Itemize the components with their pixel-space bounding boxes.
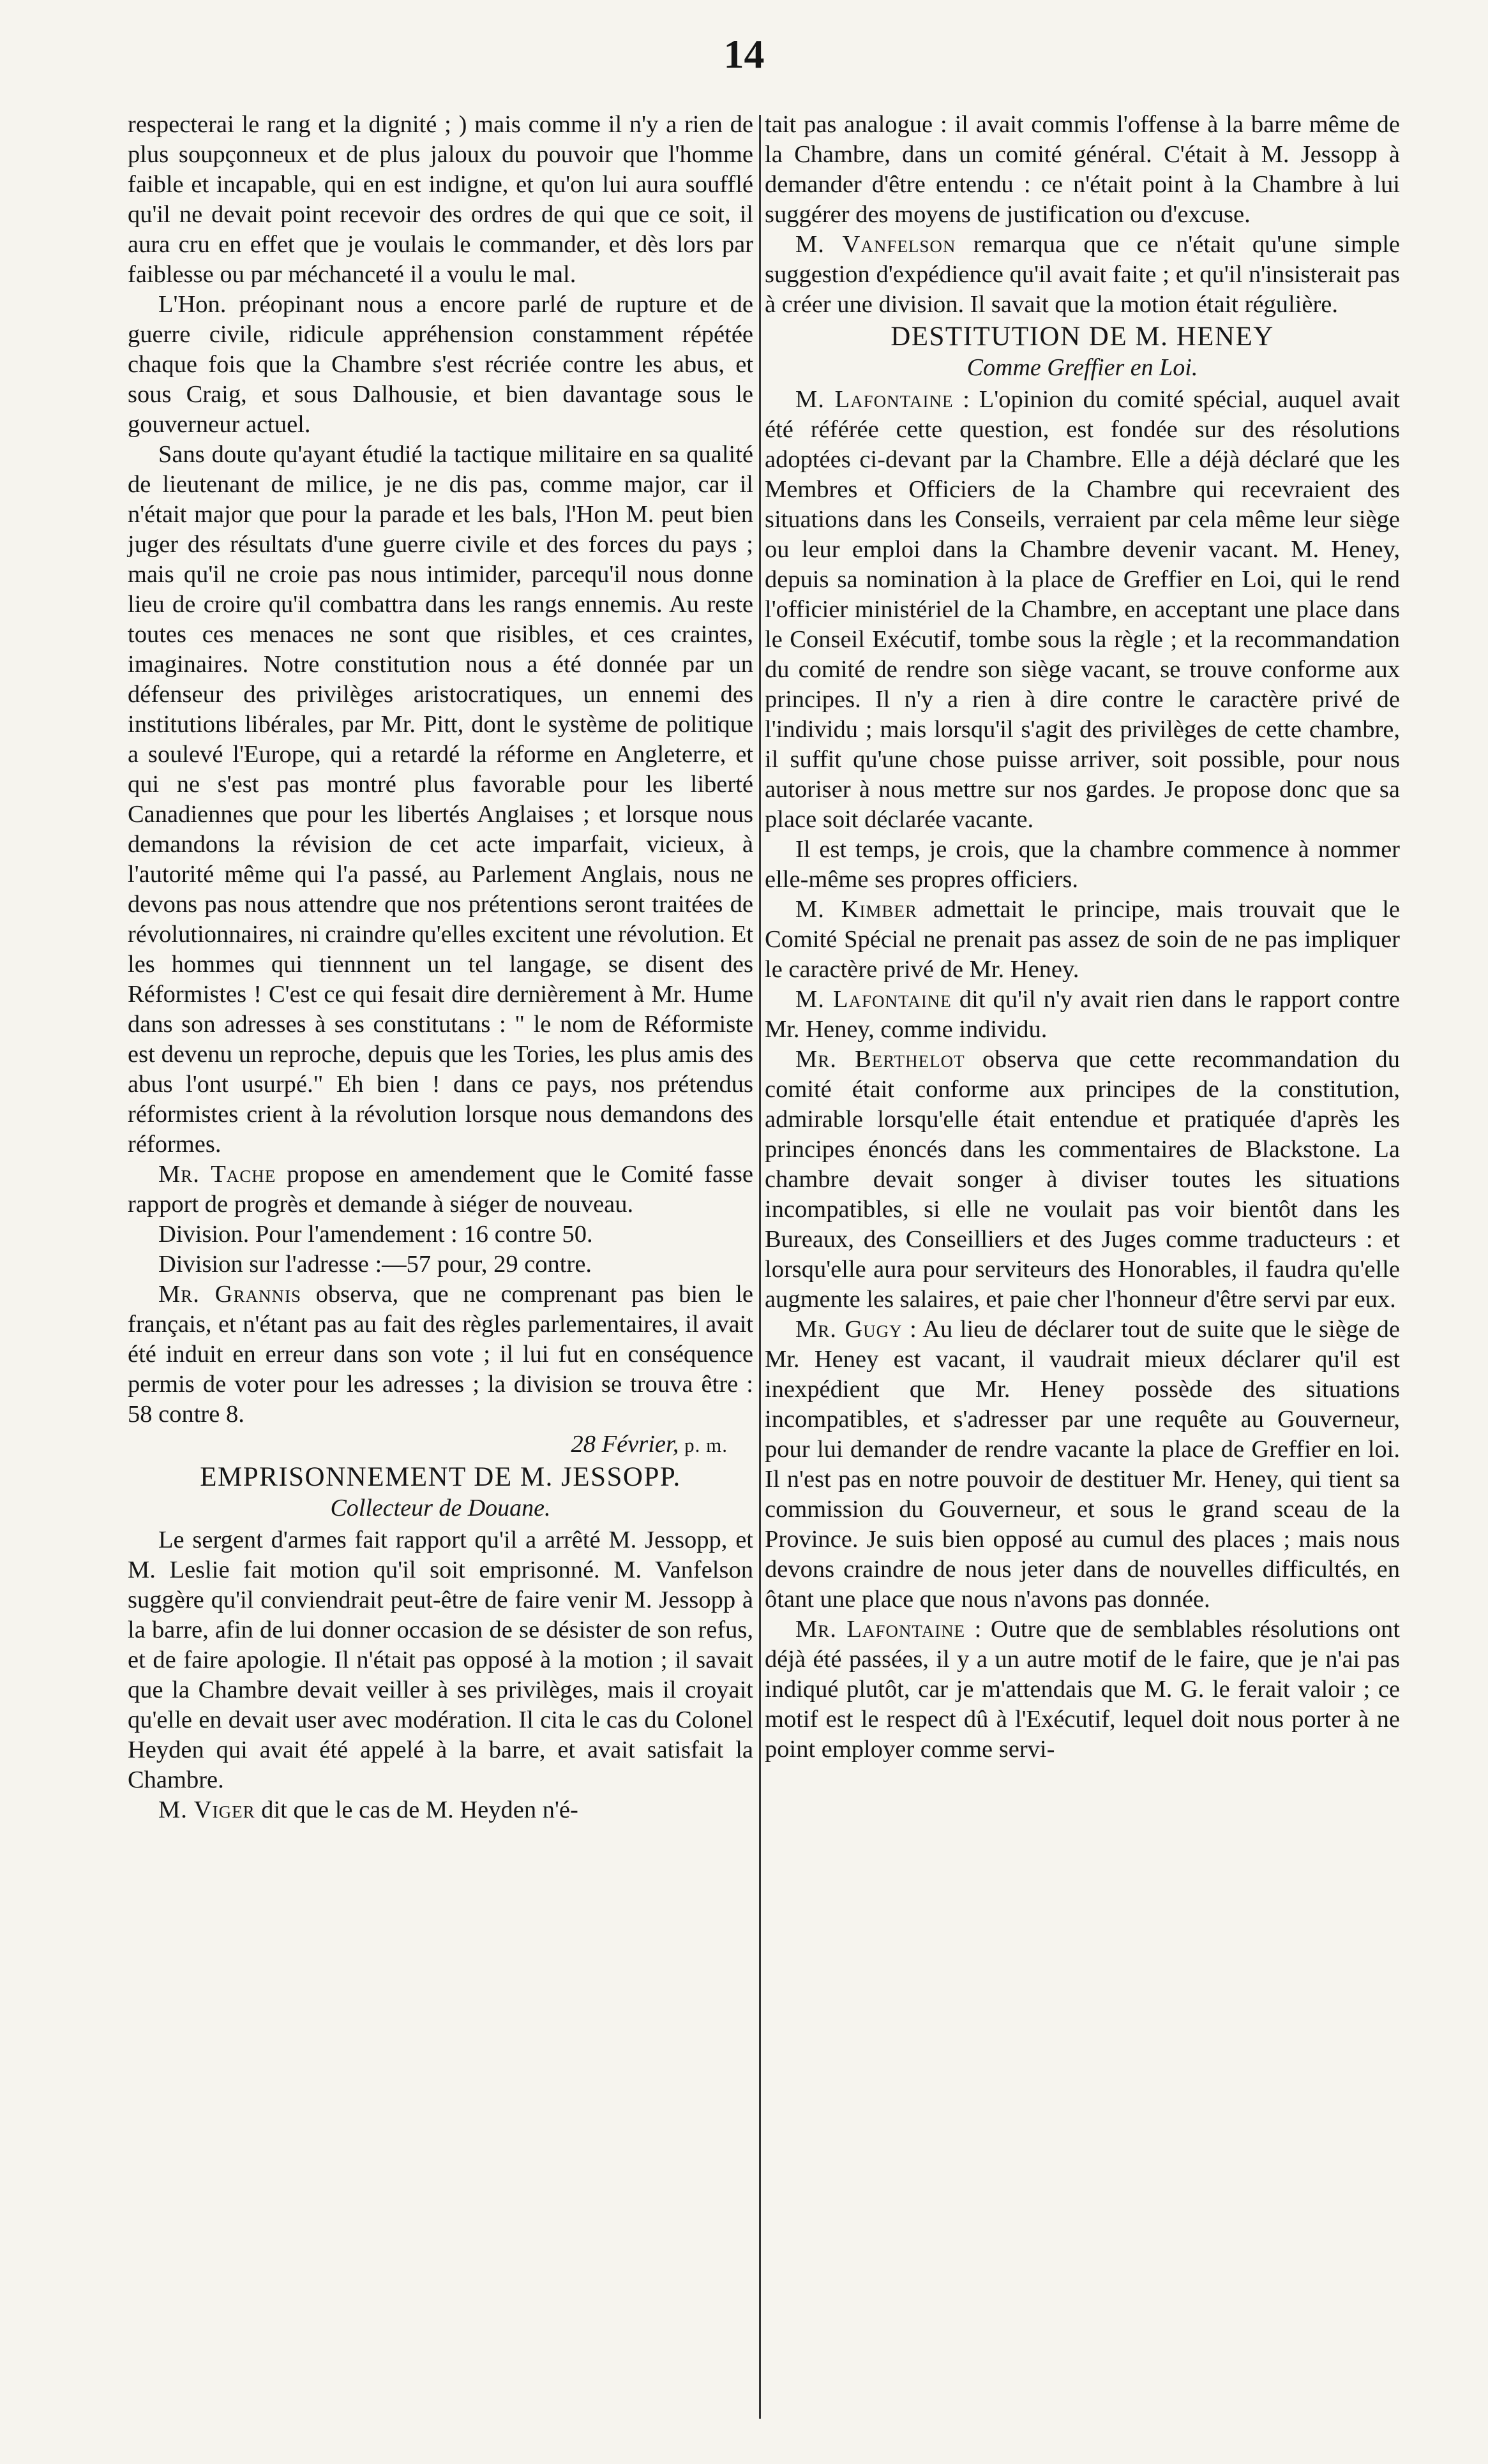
left-column [128,110,753,1825]
paragraph [128,1280,753,1430]
paragraph-text: : L'opinion du comité spécial, auquel avait été référée cette question, est fondée sur des résolutions adoptées ci-devant par la Chambre. Elle a déjà déclaré que les Membres et Officiers de la Chambre qui recevraient des situations dans les Conseils, verraient par cela même leur siège ou leur emploi dans la Chambre devenir vacant. M. Heney, depuis sa nomination à la place de Greffier en Loi, qui le rend l'officier ministériel de la Chambre, en acceptant une place dans le Conseil Exécutif, tombe sous la règle ; et la recommandation du comité de rendre son siège vacant, se trouve conforme aux principes. Il n'y a rien à dire contre le caractère privé de l'individu ; mais lorsqu'il s'agit des privilèges de cette chambre, il suffit qu'une chose puisse arriver, soit possible, pour nous autoriser à nous mettre sur nos gardes. Je propose donc que sa place soit déclarée vacante. [765,386,1400,833]
right-column [765,110,1400,1765]
section-heading: EMPRISONNEMENT DE M. JESSOPP. [200,1462,681,1492]
paragraph-text: remarqua que ce n'était qu'une simple suggestion d'expédience qu'il avait faite ; et qu'il n'insisterait pas à créer une division. Il savait que la motion était régulière. [765,231,1400,318]
paragraph [765,895,1400,985]
paragraph [765,230,1400,320]
speaker-name: Mr. Tache [158,1161,276,1188]
paragraph-text: observa, que ne comprenant pas bien le français, et n'étant pas au fait des règles parlementaires, il avait été induit en erreur dans son vote ; il lui fut en conséquence permis de voter pour les adresses ; la division se trouva être : 58 contre 8. [128,1281,753,1428]
paragraph-text: dit qu'il n'y avait rien dans le rapport contre Mr. Heney, comme individu. [765,986,1400,1043]
paragraph: L'Hon. préopinant nous a encore parlé de rupture et de guerre civile, ridicule appréhension constamment répétée chaque fois que la Chambre s'est récriée contre les abus, et sous Craig, et sous Dalhousie, et bien davantage sous le gouverneur actuel. [128,291,753,438]
page-number: 14 [723,31,765,77]
dateline [128,1430,753,1460]
section-heading: DESTITUTION DE M. HENEY [891,322,1274,352]
paragraph: respecterai le rang et la dignité ; ) mais comme il n'y a rien de plus soupçonneux et de plus jaloux du pouvoir que l'homme faible et incapable, qui en est indigne, et qu'on lui aura soufflé qu'il ne devait point recevoir des ordres de qui que ce soit, il aura cru en effet que je voulais le commander, et dès lors par faiblesse ou par méchanceté il a voulu le mal. [128,111,753,288]
dateline-date: 28 Février, [571,1431,679,1458]
paragraph-text: : Outre que de semblables résolutions ont déjà été passées, il y a un autre motif de le faire, que je n'ai pas indiqué plutôt, car je m'attendais que M. G. le ferait valoir ; ce motif est le respect dû à l'Exécutif, lequel doit nous porter à ne point employer comme servi- [765,1616,1400,1763]
paragraph [128,1795,753,1825]
speaker-name: M. Lafontaine [795,386,954,413]
paragraph: Le sergent d'armes fait rapport qu'il a arrêté M. Jessopp, et M. Leslie fait motion qu'il soit emprisonné. M. Vanfelson suggère qu'il conviendrait peut-être de faire venir M. Jessopp à la barre, afin de lui donner occasion de se désister de son refus, et de faire apologie. Il n'était pas opposé à la motion ; il savait que la Chambre devait veiller à ses privilèges, mais il croyait qu'elle en devait user avec modération. Il cita le cas du Colonel Heyden qui avait été appelé à la barre, et avait satisfait la Chambre. [128,1527,753,1793]
paragraph: Sans doute qu'ayant étudié la tactique militaire en sa qualité de lieutenant de milice, je ne dis pas, comme major, car il n'était major que pour la parade et les bals, l'Hon M. peut bien juger des résultats d'une guerre civile et des forces du pays ; mais qu'il ne croie pas nous intimider, parcequ'il nous donne lieu de croire qu'il combattra dans les rangs ennemis. Au reste toutes ces menaces ne sont que risibles, et ces craintes, imaginaires. Notre constitution nous a été donnée par un défenseur des privilèges aristocratiques, un ennemi des institutions libérales, par Mr. Pitt, dont le système de politique a soulevé l'Europe, qui a retardé la réforme en Angleterre, et qui ne s'est pas montré plus favorable pour les liberté Canadiennes que pour les libertés Anglaises ; et lorsque nous demandons la révision de cet acte imparfait, vicieux, à l'autorité même qui l'a passé, au Parlement Anglais, nous ne devons pas nous attendre que nos prétentions seront traitées de révolutionnaires, ni craindre qu'elles excitent une révolution. Et les hommes qui tiennnent un tel langage, se disent des Réformistes ! C'est ce qui fesait dire dernièrement à Mr. Hume dans son adresses à ses constitutans : " le nom de Réformiste est devenu un reproche, depuis que les Tories, les plus amis des abus l'ont usurpé." Eh bien ! dans ce pays, nos prétendus réformistes crient à la révolution lorsque nous demandons des réformes. [128,441,753,1158]
paragraph-text: admettait le principe, mais trouvait que le Comité Spécial ne prenait pas assez de soin de ne pas impliquer le caractère privé de Mr. Heney. [765,896,1400,983]
speaker-name: Mr. Grannis [158,1281,301,1308]
speaker-name: Mr. Berthelot [795,1046,965,1073]
division-result: Division sur l'adresse :—57 pour, 29 contre. [158,1251,592,1278]
dateline-time: p. m. [679,1434,728,1456]
speaker-name: Mr. Lafontaine [795,1616,966,1643]
paragraph-text: observa que cette recommandation du comité était conforme aux principes de la constitution, admirable lorsqu'elle était entendue et pratiquée d'après les principes énoncés dans les commentaires de Blackstone. La chambre devait songer à diviser toutes les situations incompatibles, si elle ne voulait pas voir bientôt dans les Bureaux, des Conseilliers et des Juges comme traducteurs : et lorsqu'elle aura pour serviteurs des Honorables, il faudra qu'elle augmente les salaires, et paie cher l'honneur d'être servi par eux. [765,1046,1400,1313]
paragraph: tait pas analogue : il avait commis l'offense à la barre même de la Chambre, dans un comité général. C'était à M. Jessopp à demander d'être entendu : ce n'était point à la Chambre à lui suggérer des moyens de justification ou d'excuse. [765,111,1400,228]
paragraph [765,985,1400,1045]
division-result: Division. Pour l'amendement : 16 contre 50. [158,1221,593,1248]
paragraph [765,385,1400,835]
paragraph-text: dit que le cas de M. Heyden n'é- [255,1796,578,1823]
speaker-name: M. Viger [158,1796,255,1823]
speaker-name: Mr. Gugy [795,1316,903,1343]
paragraph [765,1045,1400,1315]
paragraph [765,1615,1400,1765]
paragraph [128,1160,753,1220]
paragraph [765,1315,1400,1615]
paragraph: Il est temps, je crois, que la chambre commence à nommer elle-même ses propres officiers. [765,836,1400,893]
paragraph-text: propose en amendement que le Comité fasse rapport de progrès et demande à siéger de nouveau. [128,1161,753,1218]
paragraph-text: : Au lieu de déclarer tout de suite que le siège de Mr. Heney est vacant, il vaudrait mieux déclarer qu'il est inexpédient que Mr. Heney possède des situations incompatibles, et s'adresser par une requête au Gouverneur, pour lui demander de rendre vacante la place de Greffier en loi. Il n'est pas en notre pouvoir de destituer Mr. Heney, qui tient sa commission du Gouverneur, et sous le grand sceau de la Province. Je suis bien opposé au cumul des places ; mais nous devons craindre de nous jeter dans de nouvelles difficultés, en ôtant une place que nous n'avons pas donnée. [765,1316,1400,1613]
column-divider [759,115,761,2419]
speaker-name: M. Kimber [795,896,917,923]
section-subheading: Comme Greffier en Loi. [966,354,1198,381]
speaker-name: M. Lafontaine [795,986,952,1013]
speaker-name: M. Vanfelson [795,231,956,258]
section-subheading: Collecteur de Douane. [330,1495,551,1521]
